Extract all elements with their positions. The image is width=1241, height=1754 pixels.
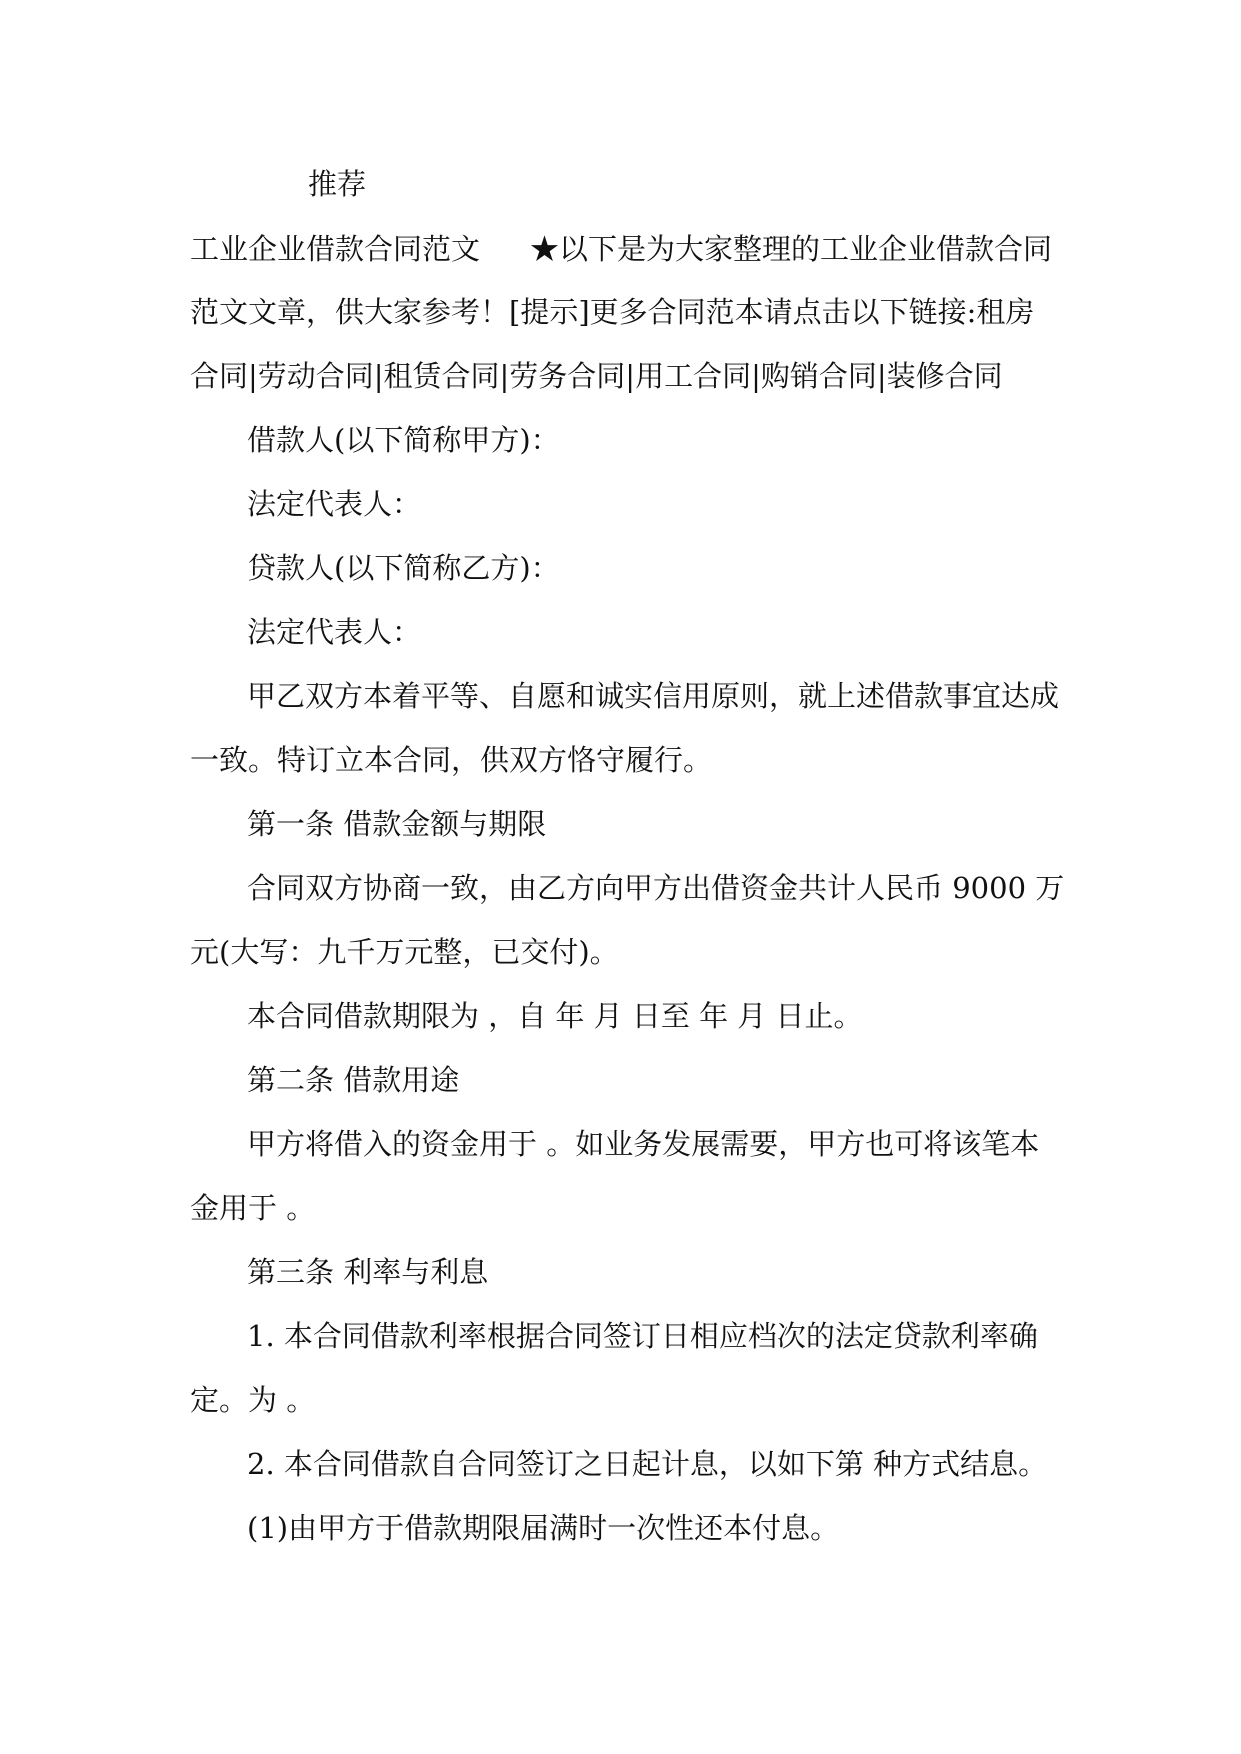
preamble-line-1: 甲乙双方本着平等、自愿和诚实信用原则，就上述借款事宜达成 bbox=[247, 679, 1060, 713]
article-3-option-1: (1)由甲方于借款期限届满时一次性还本付息。 bbox=[247, 1511, 840, 1545]
intro-text: ★以下是为大家整理的工业企业借款合同 bbox=[530, 232, 1053, 266]
article-2-paragraph-line-2: 金用于 。 bbox=[190, 1191, 316, 1225]
article-1-heading: 第一条 借款金额与期限 bbox=[247, 807, 547, 841]
article-1-paragraph-2: 本合同借款期限为 ，自 年 月 日至 年 月 日止。 bbox=[247, 999, 863, 1033]
header-label: 推荐 bbox=[308, 167, 367, 201]
lender-representative-field: 法定代表人： bbox=[247, 615, 422, 649]
article-3-item-2: 2. 本合同借款自合同签订之日起计息，以如下第 种方式结息。 bbox=[247, 1447, 1048, 1481]
borrower-field: 借款人(以下简称甲方)： bbox=[247, 423, 560, 457]
lender-field: 贷款人(以下简称乙方)： bbox=[247, 551, 560, 585]
article-1-paragraph-1-line-2: 元(大写：九千万元整，已交付)。 bbox=[190, 935, 619, 969]
article-3-heading: 第三条 利率与利息 bbox=[247, 1255, 489, 1289]
borrower-representative-field: 法定代表人： bbox=[247, 487, 422, 521]
intro-line-1 bbox=[190, 229, 1052, 269]
article-3-item-1-line-1: 1. 本合同借款利率根据合同签订日相应档次的法定贷款利率确 bbox=[247, 1319, 1038, 1353]
document-title: 工业企业借款合同范文 bbox=[190, 232, 481, 266]
article-3-item-1-line-2: 定。为 。 bbox=[190, 1383, 316, 1417]
preamble-line-2: 一致。特订立本合同，供双方恪守履行。 bbox=[190, 743, 713, 777]
intro-line-2: 范文文章，供大家参考！[提示]更多合同范本请点击以下链接:租房 bbox=[190, 295, 1035, 329]
article-2-heading: 第二条 借款用途 bbox=[247, 1063, 460, 1097]
article-2-paragraph-line-1: 甲方将借入的资金用于 。如业务发展需要，甲方也可将该笔本 bbox=[247, 1127, 1040, 1161]
article-1-paragraph-1-line-1: 合同双方协商一致，由乙方向甲方出借资金共计人民币 9000 万 bbox=[247, 871, 1065, 905]
contract-links: 合同|劳动合同|租赁合同|劳务合同|用工合同|购销合同|装修合同 bbox=[190, 359, 1003, 393]
